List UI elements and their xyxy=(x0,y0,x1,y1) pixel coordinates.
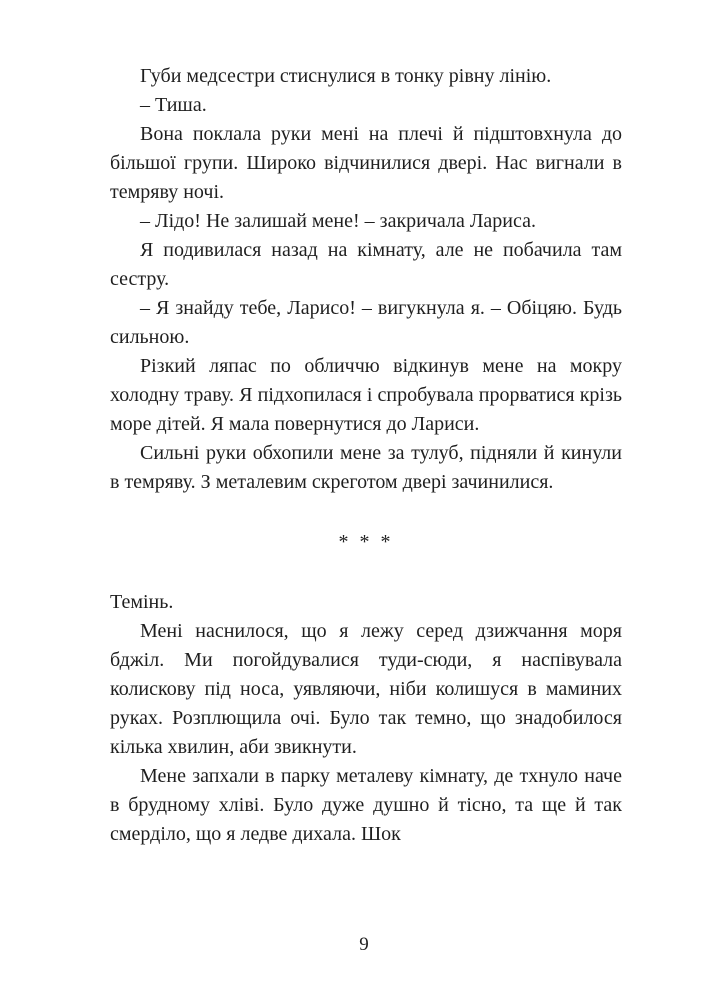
paragraph: – Я знайду тебе, Ларисо! – вигукнула я. – Обіцяю. Будь сильною. xyxy=(110,297,622,348)
page-number: 9 xyxy=(359,934,369,955)
paragraph: – Лідо! Не залишай мене! – закричала Лариса. xyxy=(140,210,536,232)
paragraph: Сильні руки обхопили мене за тулуб, підняли й кинули в темряву. З металевим скреготом двері зачинилися. xyxy=(110,442,622,493)
paragraph: – Тиша. xyxy=(140,94,207,116)
paragraph: Мене запхали в парку металеву кімнату, де тхнуло наче в брудному хліві. Було дуже душно й тісно, та ще й так смерділо, що я ледве дихала. Шок xyxy=(110,765,622,845)
text-content xyxy=(110,62,622,849)
paragraph: Темінь. xyxy=(110,591,174,613)
section-separator: * * * xyxy=(338,531,394,553)
paragraph: Губи медсестри стиснулися в тонку рівну лінію. xyxy=(140,65,552,87)
paragraph: Вона поклала руки мені на плечі й підштовхнула до більшої групи. Широко відчинилися двері. Нас вигнали в темряву ночі. xyxy=(110,123,622,203)
paragraph: Різкий ляпас по обличчю відкинув мене на мокру холодну траву. Я підхопилася і спробувала прорватися крізь море дітей. Я мала повернутися до Лариси. xyxy=(110,355,622,435)
paragraph: Мені наснилося, що я лежу серед дзижчання моря бджіл. Ми погойдувалися туди-сюди, я наспівувала колискову під носа, уявляючи, ніби колишуся в маминих руках. Розплющила очі. Було так темно, що знадобилося кілька хвилин, аби звикнути. xyxy=(110,620,622,758)
paragraph: Я подивилася назад на кімнату, але не побачила там сестру. xyxy=(110,239,622,290)
